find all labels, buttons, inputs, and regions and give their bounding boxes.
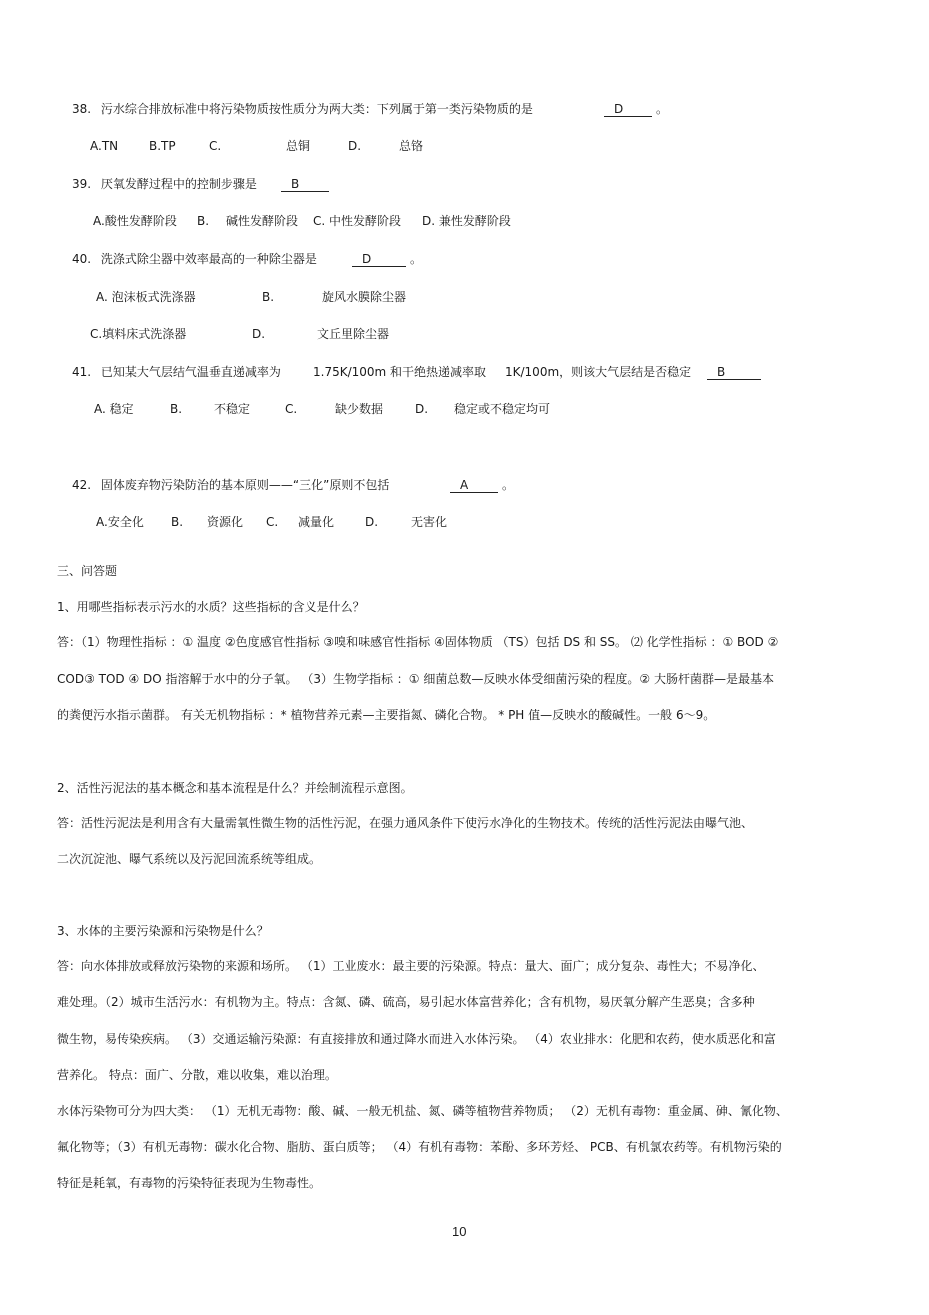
option-a: A.TN [90,139,119,153]
option-b-label: B. [171,515,184,529]
answer-42 [450,477,514,493]
option-c: C.填料床式洗涤器 [90,327,187,341]
question-number: 41. [72,365,92,379]
option-b-text: 不稳定 [214,402,251,416]
option-b-label: B. [262,290,275,304]
question-stem: 洗涤式除尘器中效率最高的一种除尘器是 [100,252,317,266]
option-a: A. 泡沫板式洗涤器 [96,290,196,304]
option-d-label: D. [365,515,379,529]
option-c-text: 减量化 [298,515,335,529]
question-stem: 固体废弃物污染防治的基本原则——“三化”原则不包括 [100,478,390,492]
answer-41 [707,364,761,380]
option-c-label: C. [266,515,279,529]
qa-answer-line: 答：向水体排放或释放污染物的来源和场所。 （1）工业废水：最主要的污染源。特点：量大、面广；成分复杂、毒性大；不易净化、 [57,959,765,973]
answer-tail: 。 [410,252,423,266]
question-number: 39. [72,177,92,191]
question-number: 40. [72,252,92,266]
qa-answer-line: 水体污染物可分为四大类： （1）无机无毒物：酸、碱、一般无机盐、氮、磷等植物营养物质； （2）无机有毒物：重金属、砷、氰化物、 [57,1104,788,1118]
option-b: B.TP [149,139,176,153]
question-stem: 厌氧发酵过程中的控制步骤是 [100,177,257,191]
option-b-label: B. [170,402,183,416]
qa-answer-line: 答：活性污泥法是利用含有大量需氧性微生物的活性污泥，在强力通风条件下使污水净化的生物技术。传统的活性污泥法由曝气池、 [57,816,754,830]
qa-answer-line: 难处理。（2）城市生活污水：有机物为主。特点：含氮、磷、硫高，易引起水体富营养化；含有机物，易厌氧分解产生恶臭；含多种 [57,995,755,1009]
answer-40 [352,251,422,267]
qa-question-1: 1、用哪些指标表示污水的水质？这些指标的含义是什么？ [57,600,365,614]
qa-answer-line: 氟化物等；（3）有机无毒物：碳水化合物、脂肪、蛋白质等； （4）有机有毒物：苯酚、多环芳烃、 PCB、有机氯农药等。有机物污染的 [57,1140,782,1154]
answer-tail: 。 [656,102,669,116]
option-c-label: C. [285,402,298,416]
question-42 [72,477,389,493]
option-d-label: D. [415,402,429,416]
qa-answer-line: 营养化。 特点：面广、分散，难以收集，难以治理。 [57,1068,337,1082]
option-a: A.酸性发酵阶段 [93,214,177,228]
answer-blank: D [352,251,406,267]
option-b-text: 碱性发酵阶段 [226,214,299,228]
question-number: 38. [72,102,92,116]
question-41 [72,364,281,380]
option-d-text: 无害化 [411,515,448,529]
answer-blank: B [707,364,761,380]
qa-question-3: 3、水体的主要污染源和污染物是什么？ [57,924,269,938]
question-39 [72,176,257,192]
option-a: A. 稳定 [94,402,134,416]
question-40 [72,251,317,267]
question-38 [72,101,533,117]
option-a: A.安全化 [96,515,144,529]
qa-answer-line: 特征是耗氧，有毒物的污染特征表现为生物毒性。 [57,1176,322,1190]
option-b-text: 资源化 [207,515,244,529]
answer-blank: D [604,101,652,117]
answer-blank: A [450,477,498,493]
option-d-text: 文丘里除尘器 [317,327,390,341]
option-d-label: D. [252,327,266,341]
option-c-text: 总铜 [286,139,311,153]
answer-38 [604,101,668,117]
qa-answer-line: 微生物，易传染疾病。 （3）交通运输污染源：有直接排放和通过降水而进入水体污染。 （4）农业排水：化肥和农药，使水质恶化和富 [57,1032,776,1046]
question-stem: 污水综合排放标准中将污染物质按性质分为两大类：下列属于第一类污染物质的是 [100,102,533,116]
answer-blank: B [281,176,329,192]
option-c-label: C. [209,139,222,153]
question-stem-b: 1.75K/100m 和干绝热递减率取 [313,365,487,379]
option-c-text: 缺少数据 [335,402,384,416]
option-b-label: B. [197,214,210,228]
question-number: 42. [72,478,92,492]
answer-tail: 。 [502,478,515,492]
question-stem-a: 已知某大气层结气温垂直递减率为 [100,365,281,379]
page-number: 10 [452,1224,467,1239]
answer-39 [281,176,329,192]
option-d-text: 稳定或不稳定均可 [454,402,551,416]
option-d-label: D. [348,139,362,153]
question-stem-c: 1K/100m，则该大气层结是否稳定 [505,365,692,379]
option-c: C. 中性发酵阶段 [313,214,402,228]
qa-answer-line: COD③ TOD ④ DO 指溶解于水中的分子氧。 （3）生物学指标 ：① 细菌总数—反映水体受细菌污染的程度。② 大肠杆菌群—是最基本 [57,672,774,686]
option-d: D. 兼性发酵阶段 [422,214,511,228]
qa-question-2: 2、活性污泥法的基本概念和基本流程是什么？并绘制流程示意图。 [57,781,413,795]
option-d-text: 总铬 [399,139,424,153]
option-b-text: 旋风水膜除尘器 [322,290,407,304]
qa-answer-line: 的粪便污水指示菌群。 有关无机物指标 ：* 植物营养元素—主要指氮、磷化合物。 * PH 值—反映水的酸碱性。一般 6～9。 [57,708,716,722]
section-title: 三、问答题 [57,564,118,578]
qa-answer-line: 二次沉淀池、曝气系统以及污泥回流系统等组成。 [57,852,322,866]
qa-answer-line: 答：（1）物理性指标 ：① 温度 ②色度感官性指标 ③嗅和味感官性指标 ④固体物质 （TS）包括 DS 和 SS。 ⑵ 化学性指标 ：① BOD ② [57,635,779,649]
